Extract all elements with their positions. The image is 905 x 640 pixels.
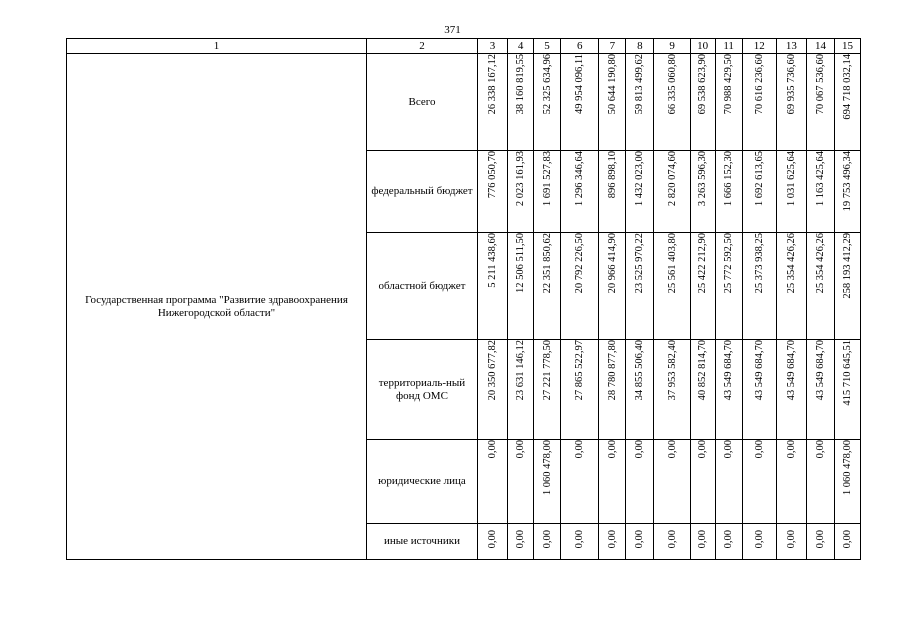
amount-cell (626, 440, 654, 524)
amount-cell (834, 340, 860, 440)
column-header: 8 (626, 39, 654, 54)
amount-cell (561, 54, 599, 151)
column-number-row (67, 39, 861, 54)
column-header: 3 (478, 39, 508, 54)
amount-cell (508, 233, 534, 340)
amount-value: 1 031 625,64 (785, 151, 797, 207)
funding-source-cell: юридические лица (366, 440, 477, 524)
amount-value: 0,00 (841, 530, 853, 549)
amount-value: 0,00 (487, 530, 499, 549)
amount-cell (534, 524, 561, 560)
amount-value: 27 221 778,50 (541, 340, 553, 401)
amount-value: 0,00 (814, 440, 826, 459)
amount-cell (599, 524, 626, 560)
amount-value: 0,00 (785, 530, 797, 549)
column-header: 12 (742, 39, 776, 54)
column-header: 4 (508, 39, 534, 54)
amount-cell (690, 524, 715, 560)
amount-cell (715, 54, 742, 151)
amount-cell (534, 440, 561, 524)
column-header: 6 (561, 39, 599, 54)
amount-cell (599, 440, 626, 524)
program-name-cell: Государственная программа "Развитие здравоохранения Нижегородской области" (67, 54, 367, 560)
amount-cell (715, 233, 742, 340)
amount-value: 43 549 684,70 (753, 340, 765, 401)
amount-value: 0,00 (723, 530, 735, 549)
amount-value: 20 350 677,82 (487, 340, 499, 401)
amount-cell (806, 233, 834, 340)
amount-cell (715, 151, 742, 233)
amount-value: 0,00 (753, 440, 765, 459)
amount-cell (478, 54, 508, 151)
amount-value: 694 718 032,14 (841, 54, 853, 120)
amount-cell (599, 340, 626, 440)
amount-value: 28 780 877,80 (606, 340, 618, 401)
column-header: 10 (690, 39, 715, 54)
amount-value: 43 549 684,70 (814, 340, 826, 401)
amount-value: 0,00 (666, 530, 678, 549)
amount-value: 43 549 684,70 (723, 340, 735, 401)
amount-cell (654, 151, 690, 233)
column-header: 1 (67, 39, 367, 54)
amount-cell (654, 340, 690, 440)
amount-cell (654, 440, 690, 524)
amount-cell (508, 440, 534, 524)
amount-cell (715, 524, 742, 560)
column-header: 11 (715, 39, 742, 54)
amount-value: 0,00 (515, 440, 527, 459)
amount-value: 25 772 592,50 (723, 233, 735, 294)
amount-cell (478, 151, 508, 233)
amount-value: 43 549 684,70 (785, 340, 797, 401)
amount-value: 0,00 (785, 440, 797, 459)
amount-value: 23 631 146,12 (515, 340, 527, 401)
funding-source-cell: территориаль-ный фонд ОМС (366, 340, 477, 440)
amount-value: 0,00 (515, 530, 527, 549)
amount-cell (534, 54, 561, 151)
amount-value: 37 953 582,40 (666, 340, 678, 401)
amount-value: 20 792 226,50 (574, 233, 586, 294)
amount-value: 38 160 819,55 (515, 54, 527, 115)
amount-cell (478, 233, 508, 340)
amount-value: 50 644 190,80 (606, 54, 618, 115)
amount-value: 25 561 403,80 (666, 233, 678, 294)
amount-value: 69 538 623,90 (697, 54, 709, 115)
amount-cell (776, 340, 806, 440)
funding-source-cell: областной бюджет (366, 233, 477, 340)
amount-value: 258 193 412,29 (841, 233, 853, 299)
amount-cell (561, 440, 599, 524)
column-header: 2 (366, 39, 477, 54)
amount-cell (654, 233, 690, 340)
program-funding-table (66, 38, 861, 560)
amount-cell (654, 524, 690, 560)
amount-value: 34 855 506,40 (634, 340, 646, 401)
amount-value: 0,00 (753, 530, 765, 549)
amount-value: 1 163 425,64 (814, 151, 826, 207)
amount-cell (478, 524, 508, 560)
amount-cell (776, 151, 806, 233)
amount-value: 1 692 613,65 (753, 151, 765, 207)
amount-value: 12 506 511,50 (515, 233, 527, 293)
column-header: 15 (834, 39, 860, 54)
amount-cell (806, 151, 834, 233)
amount-cell (626, 54, 654, 151)
amount-cell (742, 340, 776, 440)
amount-cell (776, 54, 806, 151)
amount-cell (806, 340, 834, 440)
amount-value: 0,00 (606, 440, 618, 459)
amount-cell (776, 440, 806, 524)
amount-cell (834, 524, 860, 560)
amount-cell (834, 233, 860, 340)
amount-value: 0,00 (634, 440, 646, 459)
amount-value: 40 852 814,70 (697, 340, 709, 401)
amount-cell (599, 54, 626, 151)
amount-cell (654, 54, 690, 151)
amount-value: 1 296 346,64 (574, 151, 586, 207)
amount-cell (690, 340, 715, 440)
amount-value: 69 935 736,60 (785, 54, 797, 115)
column-header: 9 (654, 39, 690, 54)
amount-cell (561, 524, 599, 560)
amount-value: 1 060 478,00 (841, 440, 853, 496)
amount-cell (626, 233, 654, 340)
amount-value: 0,00 (541, 530, 553, 549)
amount-cell (690, 54, 715, 151)
column-header: 14 (806, 39, 834, 54)
amount-cell (834, 151, 860, 233)
column-header: 7 (599, 39, 626, 54)
amount-value: 896 898,10 (606, 151, 618, 199)
amount-value: 19 753 496,34 (841, 151, 853, 212)
amount-value: 49 954 096,11 (574, 54, 586, 114)
amount-cell (742, 524, 776, 560)
funding-source-cell: иные источники (366, 524, 477, 560)
funding-row (67, 54, 861, 151)
column-header: 13 (776, 39, 806, 54)
amount-cell (806, 524, 834, 560)
amount-value: 25 354 426,26 (814, 233, 826, 294)
amount-value: 1 666 152,30 (723, 151, 735, 207)
amount-cell (834, 54, 860, 151)
amount-value: 66 335 060,80 (666, 54, 678, 115)
amount-value: 52 325 634,96 (541, 54, 553, 115)
amount-cell (534, 233, 561, 340)
amount-cell (626, 524, 654, 560)
amount-cell (690, 440, 715, 524)
amount-cell (806, 54, 834, 151)
amount-value: 0,00 (723, 440, 735, 459)
amount-cell (690, 233, 715, 340)
amount-value: 0,00 (634, 530, 646, 549)
amount-cell (534, 340, 561, 440)
amount-value: 5 211 438,60 (487, 233, 499, 288)
amount-value: 27 865 522,97 (574, 340, 586, 401)
amount-value: 22 351 850,62 (541, 233, 553, 294)
amount-value: 70 988 429,50 (723, 54, 735, 115)
amount-cell (508, 524, 534, 560)
amount-cell (599, 151, 626, 233)
funding-source-cell: Всего (366, 54, 477, 151)
amount-value: 25 422 212,90 (697, 233, 709, 294)
amount-value: 2 820 074,60 (666, 151, 678, 207)
amount-value: 25 354 426,26 (785, 233, 797, 294)
amount-cell (478, 440, 508, 524)
amount-cell (806, 440, 834, 524)
amount-cell (834, 440, 860, 524)
amount-cell (599, 233, 626, 340)
amount-cell (508, 151, 534, 233)
amount-value: 776 050,70 (487, 151, 499, 199)
amount-cell (561, 151, 599, 233)
amount-value: 1 691 527,83 (541, 151, 553, 207)
amount-value: 0,00 (574, 440, 586, 459)
amount-cell (742, 151, 776, 233)
amount-value: 0,00 (814, 530, 826, 549)
amount-cell (478, 340, 508, 440)
amount-cell (715, 340, 742, 440)
amount-cell (742, 440, 776, 524)
amount-value: 20 966 414,90 (606, 233, 618, 294)
amount-value: 70 067 536,60 (814, 54, 826, 115)
amount-value: 0,00 (487, 440, 499, 459)
amount-value: 0,00 (666, 440, 678, 459)
funding-source-cell: федеральный бюджет (366, 151, 477, 233)
amount-value: 59 813 499,62 (634, 54, 646, 115)
amount-value: 0,00 (606, 530, 618, 549)
amount-cell (742, 54, 776, 151)
page-number: 371 (444, 24, 461, 36)
amount-cell (715, 440, 742, 524)
amount-value: 3 263 596,30 (697, 151, 709, 207)
amount-value: 2 023 161,93 (515, 151, 527, 207)
amount-cell (561, 233, 599, 340)
amount-value: 25 373 938,25 (753, 233, 765, 294)
amount-cell (508, 54, 534, 151)
amount-cell (561, 340, 599, 440)
column-header: 5 (534, 39, 561, 54)
amount-cell (508, 340, 534, 440)
amount-value: 26 338 167,12 (487, 54, 499, 115)
amount-value: 70 616 236,60 (753, 54, 765, 115)
amount-value: 1 060 478,00 (541, 440, 553, 496)
amount-value: 0,00 (697, 530, 709, 549)
amount-cell (626, 340, 654, 440)
amount-cell (690, 151, 715, 233)
amount-value: 23 525 970,22 (634, 233, 646, 294)
amount-value: 415 710 645,51 (841, 340, 853, 406)
amount-cell (626, 151, 654, 233)
amount-cell (776, 524, 806, 560)
amount-cell (742, 233, 776, 340)
amount-cell (776, 233, 806, 340)
amount-cell (534, 151, 561, 233)
amount-value: 0,00 (697, 440, 709, 459)
amount-value: 0,00 (574, 530, 586, 549)
amount-value: 1 432 023,00 (634, 151, 646, 207)
